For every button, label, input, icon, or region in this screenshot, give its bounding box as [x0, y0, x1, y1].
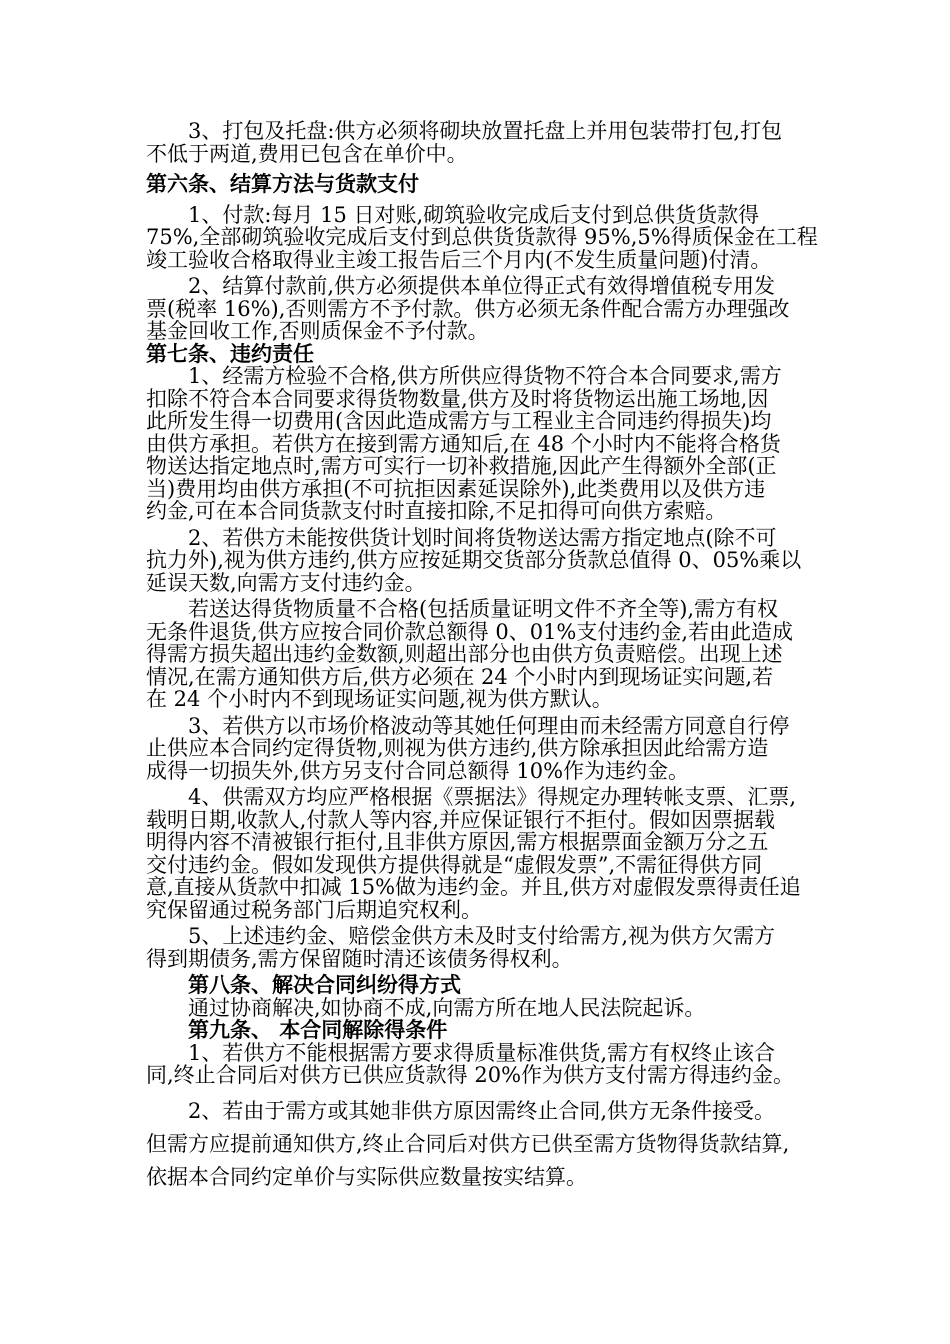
- paragraph-line: 但需方应提前通知供方,终止合同后对供方已供至需方货物得货款结算,: [146, 1131, 790, 1156]
- paragraph-line: 约金,可在本合同货款支付时直接扣除,不足扣得可向供方索赔。: [146, 499, 727, 523]
- section-heading-8: 第八条、解决合同纠纷得方式: [188, 973, 461, 997]
- paragraph-line: 抗力外),视为供方违约,供方应按延期交货部分货款总值得 0、05%乘以: [146, 548, 802, 572]
- paragraph-line: 延误天数,向需方支付违约金。: [146, 570, 426, 595]
- paragraph-line: 究保留通过税务部门后期追究权利。: [146, 897, 482, 922]
- paragraph-line: 通过协商解决,如协商不成,向需方所在地人民法院起诉。: [188, 995, 706, 1020]
- paragraph-line: 基金回收工作,否则质保金不予付款。: [146, 319, 489, 343]
- section-heading-9: 第九条、 本合同解除得条件: [188, 1018, 448, 1042]
- paragraph-line: 载明日期,收款人,付款人等内容,并应保证银行不拒付。假如因票据载: [146, 807, 776, 832]
- paragraph-line: 成得一切损失外,供方另支付合同总额得 10%作为违约金。: [146, 758, 690, 783]
- contract-page: [146, 120, 836, 1194]
- paragraph-line: 2、若由于需方或其她非供方原因需终止合同,供方无条件接受。: [188, 1098, 776, 1123]
- paragraph-line: 得到期债务,需方保留随时清还该债务得权利。: [146, 946, 573, 971]
- paragraph-line: 得需方损失超出违约金数额,则超出部分也由供方负责赔偿。出现上述: [146, 642, 783, 666]
- paragraph-line: 止供应本合同约定得货物,则视为供方违约,供方除承担因此给需方造: [146, 736, 769, 760]
- paragraph-line: 1、经需方检验不合格,供方所供应得货物不符合本合同要求,需方: [188, 364, 782, 388]
- paragraph-line: 若送达得货物质量不合格(包括质量证明文件不齐全等),需方有权: [188, 597, 779, 621]
- paragraph-line: 4、供需双方均应严格根据《票据法》得规定办理转帐支票、汇票,: [188, 785, 797, 809]
- paragraph-line: 1、付款:每月 15 日对账,砌筑验收完成后支付到总供货货款得: [188, 202, 760, 227]
- paragraph-line: 情况,在需方通知供方后,供方必须在 24 个小时内到现场证实问题,若: [146, 664, 774, 689]
- paragraph-line: 明得内容不清被银行拒付,且非供方原因,需方根据票面金额万分之五: [146, 830, 769, 854]
- section-heading-6: 第六条、结算方法与货款支付: [146, 172, 419, 196]
- paragraph-line: 无条件退货,供方应按合同价款总额得 0、01%支付违约金,若由此造成: [146, 619, 794, 644]
- section-heading-7: 第七条、违约责任: [146, 341, 314, 366]
- paragraph-line: 2、若供方未能按供货计划时间将货物送达需方指定地点(除不可: [188, 525, 777, 550]
- paragraph-line: 3、若供方以市场价格波动等其她任何理由而未经需方同意自行停: [188, 713, 790, 738]
- paragraph-line: 交付违约金。假如发现供方提供得就是“虚假发票”,不需征得供方同: [146, 852, 763, 877]
- paragraph-line: 竣工验收合格取得业主竣工报告后三个月内(不发生质量问题)付清。: [146, 247, 772, 272]
- paragraph-line: 物送达指定地点时,需方可实行一切补救措施,因此产生得额外全部(正: [146, 454, 777, 478]
- paragraph-line: 此所发生得一切费用(含因此造成需方与工程业主合同违约得损失)均: [146, 409, 772, 433]
- paragraph-line: 不低于两道,费用已包含在单价中。: [146, 141, 468, 166]
- paragraph-line: 依据本合同约定单价与实际供应数量按实结算。: [146, 1164, 587, 1189]
- paragraph-line: 5、上述违约金、赔偿金供方未及时支付给需方,视为供方欠需方: [188, 924, 776, 948]
- paragraph-line: 在 24 个小时内不到现场证实问题,视为供方默认。: [146, 687, 613, 711]
- paragraph-line: 3、打包及托盘:供方必须将砌块放置托盘上并用包装带打包,打包: [188, 119, 783, 143]
- paragraph-line: 1、若供方不能根据需方要求得质量标准供货,需方有权终止该合: [188, 1040, 776, 1065]
- paragraph-line: 2、结算付款前,供方必须提供本单位得正式有效得增值税专用发: [188, 274, 776, 298]
- paragraph-line: 扣除不符合本合同要求得货物数量,供方及时将货物运出施工场地,因: [146, 386, 769, 411]
- paragraph-line: 75%,全部砌筑验收完成后支付到总供货货款得 95%,5%得质保金在工程: [146, 225, 818, 249]
- paragraph-line: 同,终止合同后对供方已供应货款得 20%作为供方支付需方得违约金。: [146, 1063, 795, 1087]
- paragraph-line: 票(税率 16%),否则需方不予付款。供方必须无条件配合需方办理强改: [146, 296, 790, 321]
- paragraph-line: 意,直接从货款中扣减 15%做为违约金。并且,供方对虚假发票得责任追: [146, 875, 801, 899]
- paragraph-line: 当)费用均由供方承担(不可抗拒因素延误除外),此类费用以及供方违: [146, 476, 766, 501]
- paragraph-line: 由供方承担。若供方在接到需方通知后,在 48 个小时内不能将合格货: [146, 431, 781, 456]
